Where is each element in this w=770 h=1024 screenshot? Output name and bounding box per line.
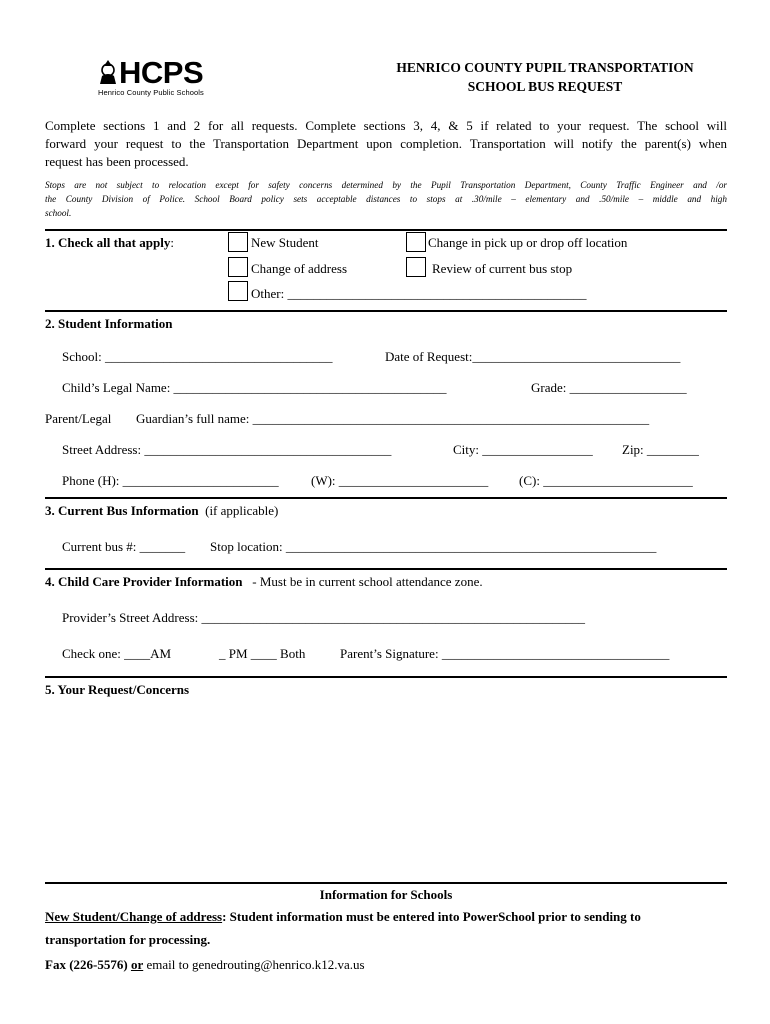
section3-applicable: (if applicable) [205, 503, 279, 518]
section4-heading-text: 4. Child Care Provider Information [45, 574, 243, 589]
intro-paragraph [45, 117, 727, 171]
section-divider [45, 310, 727, 312]
work-phone-field[interactable]: (W): _______________________ [311, 473, 489, 488]
other-field[interactable]: Other: ______________________________________________ [251, 286, 587, 301]
change-pickup-label: Change in pick up or drop off location [428, 235, 628, 250]
grade-field[interactable]: Grade: __________________ [531, 380, 687, 395]
cell-phone-field[interactable]: (C): _______________________ [519, 473, 693, 488]
fax-email-line [45, 957, 365, 973]
info-line-1-rest: : Student information must be entered into PowerSchool prior to sending to [222, 909, 641, 924]
section3-heading-text: 3. Current Bus Information [45, 503, 199, 518]
routing-email[interactable]: email to genedrouting@henrico.k12.va.us [146, 957, 365, 972]
review-stop-label: Review of current bus stop [432, 261, 573, 276]
parent-signature-field[interactable]: Parent’s Signature: ___________________________________ [340, 646, 670, 661]
section3-heading [45, 503, 278, 519]
change-address-label: Change of address [251, 261, 348, 276]
logo-subtext: Henrico County Public Schools [98, 88, 204, 97]
note-line: school. [45, 208, 72, 218]
intro-line: request has been processed. [45, 154, 189, 169]
change-pickup-checkbox[interactable] [406, 232, 426, 252]
section4-heading [45, 574, 483, 590]
home-phone-field[interactable]: Phone (H): ________________________ [62, 473, 279, 488]
current-bus-field[interactable]: Current bus #: _______ [62, 539, 186, 554]
hcps-logo [98, 56, 220, 96]
intro-line: Complete sections 1 and 2 for all requests. Complete sections 3, 4, & 5 if related to your request. The school will [45, 118, 727, 133]
info-line-1-underlined: New Student/Change of address [45, 909, 223, 924]
section-divider [45, 568, 727, 570]
info-line-1 [45, 909, 641, 925]
section1-heading [45, 235, 174, 251]
fax-or: or [130, 957, 144, 972]
section-divider [45, 497, 727, 499]
hcps-logo-mark [98, 56, 220, 90]
section5-heading: 5. Your Request/Concerns [45, 682, 190, 697]
review-stop-checkbox[interactable] [406, 257, 426, 277]
section1-heading-text: 1. Check all that apply [45, 235, 171, 250]
fax-number: Fax (226-5576) [45, 957, 128, 972]
provider-address-field[interactable]: Provider’s Street Address: ___________________________________________________________ [62, 610, 585, 625]
note-line: the County Division of Police. School Board policy sets acceptable distances to stops at .30/mile – elementary and .50/mile – middle and high [45, 194, 727, 204]
form-title: HENRICO COUNTY PUPIL TRANSPORTATION [396, 60, 694, 75]
date-of-request-field[interactable]: Date of Request:________________________________ [385, 349, 681, 364]
logo-text: HCPS [119, 56, 204, 90]
section-divider [45, 676, 727, 678]
street-address-field[interactable]: Street Address: ______________________________________ [62, 442, 392, 457]
policy-note [45, 178, 727, 220]
note-line: Stops are not subject to relocation except for safety concerns determined by the Pupil Transportation Department, County Traffic Engineer and /or [45, 180, 727, 190]
intro-line: forward your request to the Transportation Department upon completion. Transportation will notify the parent(s) when [45, 136, 727, 151]
change-address-checkbox[interactable] [228, 257, 248, 277]
section4-zone-note: - Must be in current school attendance zone. [252, 574, 483, 589]
zip-field[interactable]: Zip: ________ [622, 442, 699, 457]
info-line-2: transportation for processing. [45, 932, 211, 947]
new-student-checkbox[interactable] [228, 232, 248, 252]
section-divider [45, 229, 727, 231]
school-field[interactable]: School: ___________________________________ [62, 349, 333, 364]
footer-divider [45, 882, 727, 884]
request-concerns-area[interactable] [45, 702, 727, 878]
child-legal-name-field[interactable]: Child’s Legal Name: __________________________________________ [62, 380, 447, 395]
parent-legal-label: Parent/Legal [45, 411, 112, 426]
check-one-am[interactable]: Check one: ____AM [62, 646, 172, 661]
info-for-schools-title: Information for Schools [319, 887, 453, 902]
form-subtitle: SCHOOL BUS REQUEST [467, 79, 623, 94]
other-checkbox[interactable] [228, 281, 248, 301]
new-student-label: New Student [251, 235, 319, 250]
stop-location-field[interactable]: Stop location: _________________________________________________________ [210, 539, 657, 554]
section1-colon: : [170, 235, 174, 250]
guardian-name-field[interactable]: Guardian’s full name: _____________________________________________________________ [136, 411, 650, 426]
city-field[interactable]: City: _________________ [453, 442, 593, 457]
section2-heading: 2. Student Information [45, 316, 173, 331]
check-one-pm-both[interactable]: _ PM ____ Both [219, 646, 306, 661]
